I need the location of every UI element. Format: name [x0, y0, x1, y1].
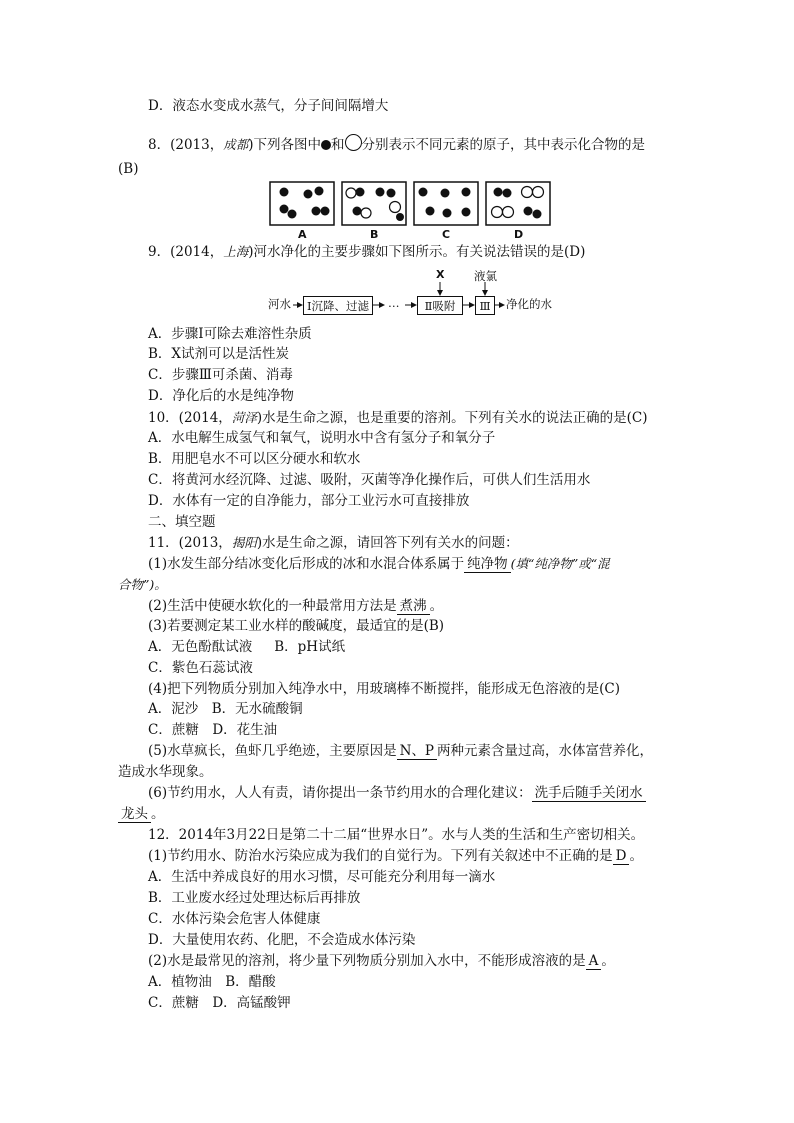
q12-part1-option-b: B．工业废水经过处理达标后再排放	[148, 890, 361, 906]
atom-filled	[353, 207, 362, 216]
q8-answer: (B)	[118, 161, 139, 177]
q10-option-b: B．用肥皂水不可以区分硬水和软水	[148, 451, 361, 467]
flow-step-2: Ⅱ吸附	[417, 296, 463, 315]
q11-part2-answer: 煮沸	[397, 598, 430, 615]
q11-part6-text: (6)节约用水，人人有责，请你提出一条节约用水的合理化建议：	[148, 785, 532, 801]
atom-filled	[462, 208, 471, 217]
filled-atom-icon	[321, 140, 331, 150]
q11-part3: (3)若要测定某工业水样的酸碱度，最适宜的是(B)	[148, 618, 445, 634]
q11-stem-text: )水是生命之源，请回答下列有关水的问题：	[256, 535, 519, 551]
flow-step-1: Ⅰ沉降、过滤	[303, 296, 373, 315]
q10-option-a: A．水电解生成氢气和氧气，说明水中含有氢分子和氧分子	[148, 430, 496, 446]
q9-option-b: B．X试剂可以是活性炭	[148, 346, 290, 362]
atom-filled	[462, 188, 471, 197]
atom-hollow	[492, 207, 503, 218]
q9-option-d: D．净化后的水是纯净物	[148, 388, 294, 404]
q8-stem-part1: )下列各图中	[248, 137, 322, 153]
q8-number: 8．(2013，	[148, 137, 224, 153]
q12-part2-text: (2)水是最常见的溶剂，将少量下列物质分别加入水中，不能形成溶液的是	[148, 953, 586, 969]
q11-part6-answer: 洗手后随手关闭水	[532, 785, 646, 802]
atom-filled	[356, 188, 365, 197]
q11-part3-option-a: A．无色酚酞试液	[148, 639, 253, 655]
q11-number: 11．(2013，	[148, 535, 232, 551]
atom-filled	[533, 210, 542, 219]
atom-filled	[494, 188, 503, 197]
q12-part1-option-d: D．大量使用农药、化肥，不会造成水体污染	[148, 932, 416, 948]
atom-hollow	[503, 207, 514, 218]
atom-hollow	[346, 188, 356, 198]
q11-source: 揭阳	[231, 535, 257, 550]
atom-filled	[288, 210, 297, 219]
figure-label-a: A	[298, 228, 307, 241]
q11-stem	[148, 534, 519, 552]
q11-part6-cont	[118, 805, 165, 823]
q12-part1-end: 。	[629, 848, 643, 864]
q9-stem-text: )河水净化的主要步骤如下图所示。有关说法错误的是(D)	[248, 244, 586, 260]
q11-part3-options-2: C．紫色石蕊试液	[148, 660, 253, 676]
atom-hollow	[533, 187, 544, 198]
q11-part4: (4)把下列物质分别加入纯净水中，用玻璃棒不断搅拌，能形成无色溶液的是(C)	[148, 681, 620, 697]
q10-stem-text: )水是生命之源，也是重要的溶剂。下列有关水的说法正确的是(C)	[256, 410, 648, 426]
q11-part1-text: (1)水发生部分结冰变化后形成的冰和水混合体系属于	[148, 556, 465, 572]
q11-part5-text-b: 两种元素含量过高，水体富营养化，	[437, 743, 654, 759]
figure-label-d: D	[514, 228, 524, 241]
q8-stem-part2: 分别表示不同元素的原子，其中表示化合物的是	[361, 137, 646, 153]
atom-filled	[376, 188, 385, 197]
q11-part2	[148, 597, 443, 615]
flow-step-3: Ⅲ	[475, 296, 495, 315]
q10-option-d: D．水体有一定的自净能力，部分工业污水可直接排放	[148, 493, 470, 509]
atom-filled	[280, 205, 289, 214]
flow-reagent-chlorine: 液氯	[474, 269, 497, 283]
q11-part3-options-1	[148, 638, 345, 656]
q11-part1-answer: 纯净物	[464, 556, 511, 573]
section-fill-in-heading: 二、填空题	[148, 514, 216, 530]
q9-stem	[148, 243, 585, 261]
flow-end: 净化的水	[506, 297, 552, 311]
q11-part2-text: (2)生活中使硬水软化的一种最常用方法是	[148, 598, 397, 614]
q12-stem: 12．2014年3月22日是第二十二届“世界水日”。水与人类的生活和生产密切相关。	[148, 827, 645, 843]
q11-part6-end: 。	[151, 806, 165, 822]
atom-filled	[396, 213, 404, 221]
atom-filled	[304, 190, 313, 199]
q9-option-a: A．步骤Ⅰ可除去难溶性杂质	[148, 326, 312, 342]
q12-part2-options-1: A．植物油 B．醋酸	[148, 974, 276, 990]
atom-hollow	[522, 187, 533, 198]
q11-part5	[148, 742, 653, 760]
q11-part1-hint: (填“纯净物”或“混	[510, 556, 610, 571]
q10-source: 菏泽	[231, 410, 257, 425]
q10-stem	[148, 409, 647, 427]
q8-source: 成都	[223, 137, 249, 152]
q11-part4-options-2: C．蔗糖 D．花生油	[148, 722, 278, 738]
q12-part1-option-a: A．生活中养成良好的用水习惯，尽可能充分利用每一滴水	[148, 869, 496, 885]
q8-and: 和	[331, 137, 345, 153]
q12-part1-text: (1)节约用水、防治水污染应成为我们的自觉行为。下列有关叙述中不正确的是	[148, 848, 613, 864]
q11-part5-text: (5)水草疯长，鱼虾几乎绝迹，主要原因是	[148, 743, 397, 759]
atom-filled	[387, 189, 396, 198]
atom-filled	[441, 189, 450, 198]
q11-part6-answer-cont: 龙头	[118, 806, 151, 823]
q12-part2-answer: A	[586, 953, 602, 970]
q12-part2-options-2: C．蔗糖 D．高锰酸钾	[148, 995, 291, 1011]
atom-filled	[419, 188, 428, 197]
atom-filled	[312, 207, 321, 216]
q9-source: 上海	[223, 244, 249, 259]
flow-start: 河水	[268, 297, 291, 311]
q11-part2-end: 。	[429, 598, 444, 614]
q7-option-d: D．液态水变成水蒸气，分子间间隔增大	[148, 98, 389, 114]
q8-stem	[148, 134, 645, 154]
figure-box-a	[270, 182, 334, 225]
q9-option-c: C．步骤Ⅲ可杀菌、消毒	[148, 367, 293, 383]
figure-label-c: C	[442, 228, 451, 241]
q11-part4-options-1: A．泥沙 B．无水硫酸铜	[148, 701, 303, 717]
q12-part2-end: 。	[601, 953, 615, 969]
q11-part1-cont	[118, 576, 167, 594]
q10-option-c: C．将黄河水经沉降、过滤、吸附，灭菌等净化操作后，可供人们生活用水	[148, 472, 591, 488]
atom-filled	[443, 209, 452, 218]
atom-filled	[315, 187, 324, 196]
q12-part2	[148, 952, 615, 970]
atom-filled	[524, 207, 533, 216]
q11-part1	[148, 555, 610, 573]
atom-filled	[426, 207, 435, 216]
atom-hollow	[390, 202, 401, 213]
q11-part5-cont: 造成水华现象。	[118, 764, 213, 780]
flow-reagent-x: X	[436, 268, 445, 281]
atom-filled	[280, 188, 289, 197]
q9-number: 9．(2014，	[148, 244, 224, 260]
q11-part6	[148, 784, 646, 802]
q11-part5-answer: N、P	[397, 743, 437, 760]
hollow-atom-icon	[345, 134, 362, 151]
atom-filled	[321, 207, 330, 216]
flow-dots: …	[388, 296, 400, 310]
atom-filled	[503, 189, 512, 198]
q10-number: 10．(2014，	[148, 410, 232, 426]
q11-part3-option-b: B．pH试纸	[274, 639, 346, 655]
q12-part1-option-c: C．水体污染会危害人体健康	[148, 911, 321, 927]
q12-part1	[148, 847, 643, 865]
figure-label-b: B	[370, 228, 379, 241]
atom-hollow	[361, 208, 371, 218]
q11-part1-hint-cont: 合物”)。	[118, 577, 167, 592]
q12-part1-answer: D	[613, 848, 630, 865]
